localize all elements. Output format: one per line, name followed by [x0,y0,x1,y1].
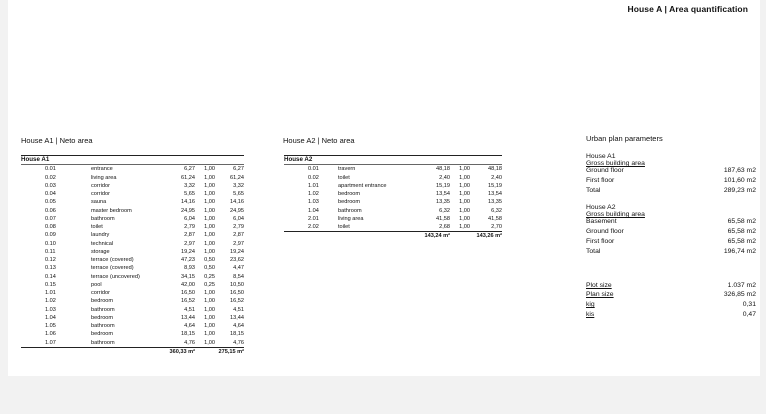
urban-plan-parameters [586,134,756,321]
area-cell: 5,65 [184,191,195,197]
room-number-cell: 0.02 [308,174,319,181]
urban-a1-name: House A1 [586,153,616,160]
factor-cell: 0,50 [204,265,215,272]
net-area-cell: 23,62 [230,257,244,263]
room-number-cell: 0.09 [45,232,56,239]
parameter-row [586,282,756,292]
room-number-cell: 1.03 [45,306,56,313]
room-name-cell: bedroom [91,331,114,338]
room-number-cell: 1.04 [45,314,56,321]
net-area-cell: 10,50 [230,281,244,288]
net-area-cell: 13,54 [488,191,502,197]
document-sheet [8,0,760,376]
room-name-cell: sauna [91,199,107,206]
parameter-label: kis [586,310,595,318]
factor-cell: 0,25 [204,281,215,288]
net-area-cell: 2,79 [233,224,244,230]
room-number-cell: 1.06 [45,331,56,338]
parameter-value: 196,74 m2 [723,247,756,255]
room-number-cell: 0.15 [45,281,56,288]
area-cell: 19,24 [181,248,195,255]
parameter-value: 65,58 m2 [727,237,756,245]
parameter-label: Plan size [586,291,614,299]
table-row [21,207,244,215]
factor-cell: 0,50 [204,257,215,263]
net-area-cell: 14,16 [230,199,244,206]
table-row [21,256,244,264]
net-area-cell: 13,35 [488,199,502,206]
spacer-cell [21,256,45,264]
parameter-row [586,301,756,311]
area-cell: 2,40 [439,174,450,181]
factor-cell: 1,00 [204,207,215,214]
parameter-label: Total [586,247,601,255]
table-row [21,330,244,338]
parameter-row [586,167,756,177]
house-a2-header: House A2 [284,156,502,165]
parameter-value: 187,63 m2 [723,167,756,174]
net-area-cell: 6,32 [491,207,502,214]
room-name-cell: toilet [91,224,103,230]
table-row [21,231,244,239]
room-name-cell: bathroom [91,339,177,348]
area-cell: 6,27 [184,166,195,173]
parameter-row [586,238,756,248]
parameter-row [586,248,756,258]
factor-cell: 1,00 [459,191,470,197]
table-row [21,297,244,305]
spacer-cell [21,289,45,297]
factor-cell: 1,00 [204,174,215,181]
spacer-cell [21,198,45,206]
room-name-cell: bathroom [91,323,115,329]
spacer-cell [284,223,308,232]
area-cell: 4,51 [184,306,195,313]
net-area-cell: 16,50 [230,290,244,296]
room-name-cell: pool [91,281,102,288]
area-cell: 47,23 [181,257,195,263]
net-area-cell: 2,97 [233,240,244,247]
area-cell: 4,64 [184,323,195,329]
room-number-cell: 0.07 [45,215,56,222]
room-number-cell: 1.03 [308,199,319,206]
net-area-cell: 6,27 [233,166,244,173]
net-area-cell: 2,40 [491,174,502,181]
area-cell: 18,15 [181,331,195,338]
area-cell: 41,58 [436,215,450,222]
net-area-cell: 3,32 [233,182,244,189]
factor-cell: 1,00 [204,323,215,329]
room-number-cell: 0.11 [45,248,56,255]
net-area-cell: 16,52 [230,298,244,305]
parameter-value: 101,60 m2 [723,176,756,184]
factor-cell: 1,00 [204,290,215,296]
table-row [21,182,244,190]
table-row [21,174,244,182]
table-header-row [284,156,502,165]
factor-cell: 1,00 [459,182,470,189]
house-a1-title: House A1 | Neto area [21,136,93,145]
room-number-cell: 1.04 [308,207,319,214]
spacer-cell [21,165,45,174]
room-name-cell: living area [338,215,364,222]
room-name-cell: master bedroom [91,207,132,214]
parameter-row [586,218,756,228]
factor-cell: 1,00 [204,314,215,321]
area-cell: 13,35 [436,199,450,206]
factor-cell: 1,00 [204,248,215,255]
area-cell: 48,18 [436,166,450,173]
net-area-cell: 2,87 [233,232,244,239]
urban-plot-rows [586,282,756,321]
factor-cell: 1,00 [204,166,215,173]
spacer-cell [21,207,45,215]
area-cell: 16,50 [181,290,195,296]
area-cell: 16,52 [181,298,195,305]
parameter-label: Ground floor [586,228,624,236]
urban-a1-sub: Gross building area [586,160,645,167]
area-cell: 6,32 [439,207,450,214]
net-area-cell: 15,19 [488,182,502,189]
net-area-cell: 18,15 [230,331,244,338]
net-area-cell: 6,04 [233,215,244,222]
spacer-cell [284,182,308,190]
total-row [21,347,244,356]
factor-cell: 1,00 [459,215,470,222]
area-cell: 2,87 [184,232,195,239]
factor-cell: 0,25 [204,273,215,280]
total-gross-cell: 360,33 m² [21,347,195,356]
table-row [21,322,244,330]
house-a1-header: House A1 [21,156,244,165]
parameter-label: First floor [586,237,615,245]
factor-cell: 1,00 [204,331,215,338]
net-area-cell: 19,24 [230,248,244,255]
table-row [21,264,244,272]
room-name-cell: storage [91,248,110,255]
net-area-cell: 2,70 [470,223,502,232]
room-number-cell: 0.14 [45,273,56,280]
factor-cell: 1,00 [459,166,470,173]
room-name-cell: bathroom [338,207,362,214]
spacer-cell [284,207,308,215]
area-cell: 13,54 [436,191,450,197]
room-number-cell: 0.03 [45,182,56,189]
net-area-cell: 5,65 [233,191,244,197]
spacer-cell [284,198,308,206]
spacer-cell [21,240,45,248]
area-cell: 61,24 [181,174,195,181]
factor-cell: 1,00 [204,199,215,206]
room-number-cell: 0.12 [45,257,56,263]
table-row [21,306,244,314]
table-row [284,190,502,198]
parameter-row [586,311,756,321]
factor-cell: 1,00 [459,207,470,214]
room-number-cell: 1.01 [308,182,319,189]
room-name-cell: bathroom [91,306,115,313]
parameter-value: 65,58 m2 [727,228,756,236]
table-row [284,182,502,190]
total-row [284,232,502,241]
factor-cell: 1,00 [204,191,215,197]
parameter-value: 1.037 m2 [727,281,756,289]
spacer-cell [284,190,308,198]
area-cell: 24,95 [181,207,195,214]
factor-cell: 1,00 [204,224,215,230]
spacer-cell [21,231,45,239]
room-number-cell: 0.10 [45,240,56,247]
net-area-cell: 4,64 [233,323,244,329]
table-row [284,174,502,182]
total-gross-cell: 143,24 m² [284,232,450,241]
room-number-cell: 0.04 [45,191,56,197]
room-name-cell: corridor [91,182,110,189]
parameter-label: Ground floor [586,167,624,174]
factor-cell: 1,00 [204,306,215,313]
parameter-value: 289,23 m2 [723,186,756,194]
urban-a2-rows [586,218,756,257]
room-number-cell: 0.06 [45,207,56,214]
page-title: House A | Area quantification [627,4,748,14]
spacer-cell [21,264,45,272]
room-name-cell: terrace (uncovered) [91,273,140,280]
room-name-cell: terrace (covered) [91,257,134,263]
spacer-cell [284,174,308,182]
room-number-cell: 1.02 [45,298,56,305]
room-name-cell: toilet [338,223,433,232]
factor-cell: 1,00 [204,232,215,239]
area-cell: 14,16 [181,199,195,206]
factor-cell: 1,00 [459,174,470,181]
room-number-cell: 1.07 [45,339,91,348]
factor-cell: 1,00 [204,182,215,189]
table-row [21,190,244,198]
room-number-cell: 1.01 [45,290,56,296]
house-a1-table [21,155,244,356]
spacer-cell [284,165,308,174]
parameter-value: 326,85 m2 [723,291,756,299]
room-name-cell: corridor [91,290,110,296]
room-number-cell: 1.05 [45,323,56,329]
parameter-value: 65,58 m2 [727,218,756,226]
spacer-cell [21,297,45,305]
total-spacer-cell [450,232,470,241]
factor-cell: 1,00 [450,223,470,232]
table-row [21,165,244,174]
spacer-cell [21,306,45,314]
area-cell: 42,00 [181,281,195,288]
house-a2-table [284,155,502,241]
parameter-row [586,177,756,187]
room-number-cell: 0.01 [45,166,56,173]
factor-cell: 1,00 [204,298,215,305]
factor-cell: 1,00 [459,199,470,206]
house-a2-title: House A2 | Neto area [283,136,355,145]
parameter-value: 0,31 [742,301,756,309]
area-cell: 13,44 [181,314,195,321]
net-area-cell: 4,51 [233,306,244,313]
area-cell: 2,68 [433,223,450,232]
room-number-cell: 1.02 [308,191,319,197]
parameter-row [586,187,756,197]
room-name-cell: toilet [338,174,350,181]
area-cell: 4,76 [177,339,195,348]
total-spacer-cell [195,347,215,356]
room-number-cell: 2.02 [308,223,338,232]
table-row [284,165,502,174]
net-area-cell: 41,58 [488,215,502,222]
table-row [21,240,244,248]
factor-cell: 1,00 [204,240,215,247]
spacer-cell [21,322,45,330]
parameter-label: Basement [586,218,617,226]
room-number-cell: 0.08 [45,224,56,230]
spacer-cell [21,215,45,223]
parameter-row [586,228,756,238]
net-area-cell: 48,18 [488,166,502,173]
area-cell: 34,15 [181,273,195,280]
area-cell: 6,04 [184,215,195,222]
table-row [21,281,244,289]
table-header-row [21,156,244,165]
room-name-cell: bedroom [91,298,114,305]
spacer-cell [284,215,308,223]
table-row [21,248,244,256]
room-name-cell: bedroom [338,199,361,206]
spacer-cell [21,330,45,338]
room-number-cell: 0.05 [45,199,56,206]
room-name-cell: living area [91,174,117,181]
table-row [284,207,502,215]
total-net-cell: 275,15 m² [215,347,244,356]
area-cell: 8,93 [184,265,195,272]
room-name-cell: travern [338,166,356,173]
net-area-cell: 4,76 [215,339,244,348]
room-name-cell: technical [91,240,114,247]
spacer-cell [21,339,45,348]
table-row [21,215,244,223]
spacer-cell [21,314,45,322]
area-cell: 15,19 [436,182,450,189]
spacer-cell [21,174,45,182]
room-name-cell: terrace (covered) [91,265,134,272]
spacer-cell [21,182,45,190]
room-number-cell: 0.13 [45,265,56,272]
table-row [284,215,502,223]
table-row [21,314,244,322]
net-area-cell: 4,47 [233,265,244,272]
area-cell: 2,79 [184,224,195,230]
factor-cell: 1,00 [204,215,215,222]
room-name-cell: bathroom [91,215,115,222]
room-number-cell: 0.02 [45,174,56,181]
urban-a1-rows [586,167,756,196]
spacer-cell [21,223,45,231]
table-row [284,198,502,206]
urban-title: Urban plan parameters [586,134,663,143]
table-row [21,273,244,281]
room-name-cell: entrance [91,166,113,173]
table-row [21,289,244,297]
spacer-cell [21,190,45,198]
urban-a2-sub: Gross building area [586,211,645,219]
table-row [21,198,244,206]
table-row [21,339,244,348]
net-area-cell: 24,95 [230,207,244,214]
spacer-cell [21,248,45,256]
urban-a2-name: House A2 [586,204,616,212]
spacer-cell [21,273,45,281]
factor-cell: 1,00 [195,339,215,348]
net-area-cell: 8,54 [233,273,244,280]
room-name-cell: bedroom [338,191,361,197]
parameter-row [586,291,756,301]
room-name-cell: corridor [91,191,110,197]
area-cell: 3,32 [184,182,195,189]
parameter-label: kig [586,301,595,309]
parameter-value: 0,47 [742,310,756,318]
room-name-cell: bedroom [91,314,114,321]
room-number-cell: 0.01 [308,166,319,173]
parameter-label: Total [586,186,601,194]
room-name-cell: apartment entrance [338,182,387,189]
table-row [284,223,502,232]
table-row [21,223,244,231]
parameter-label: First floor [586,176,615,184]
room-number-cell: 2.01 [308,215,319,222]
area-cell: 2,97 [184,240,195,247]
total-net-cell: 143,26 m² [470,232,502,241]
parameter-label: Plot size [586,281,612,289]
net-area-cell: 13,44 [230,314,244,321]
net-area-cell: 61,24 [230,174,244,181]
spacer-cell [21,281,45,289]
room-name-cell: laundry [91,232,110,239]
